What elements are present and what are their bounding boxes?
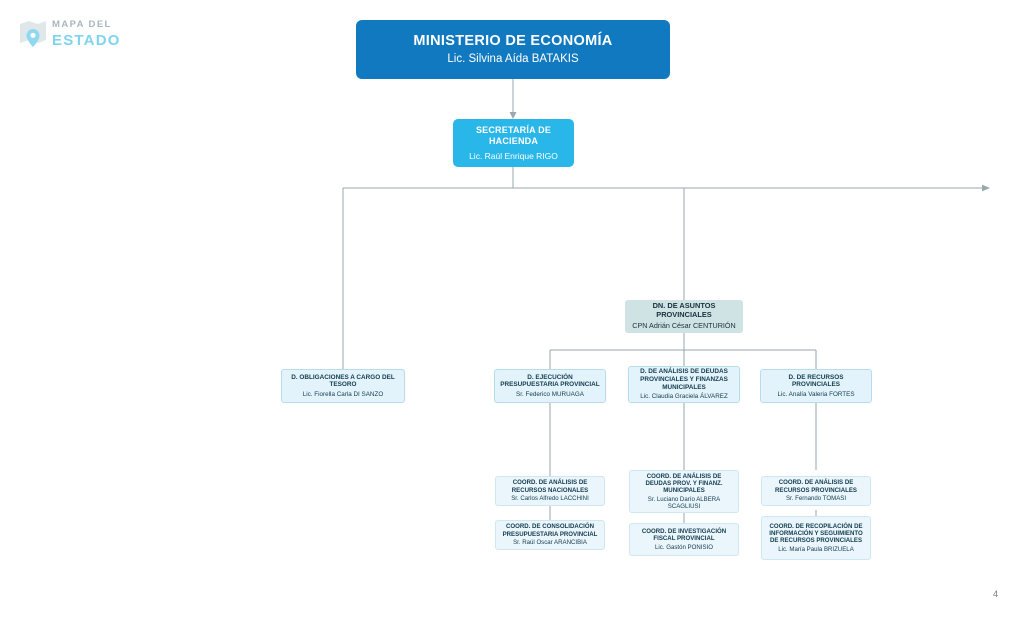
node-person: Lic. Claudia Graciela ÁLVAREZ xyxy=(640,393,728,401)
node-ministerio[interactable] xyxy=(356,20,670,79)
node-title: MINISTERIO DE ECONOMÍA xyxy=(413,32,613,49)
node-d-obligaciones-tesoro[interactable] xyxy=(281,369,405,403)
node-person: Sr. Fernando TOMASI xyxy=(785,495,847,503)
node-dn-asuntos-provinciales[interactable] xyxy=(625,300,743,333)
node-person: Sr. Luciano Darío ALBERA SCAGLIUSI xyxy=(647,495,721,511)
node-title: COORD. DE RECOPILACIÓN DE INFORMACIÓN Y SEGUIMIENTO DE RECURSOS PROVINCIALES xyxy=(769,522,863,545)
node-d-analisis-deudas[interactable] xyxy=(628,366,740,403)
node-person: Lic. Gastón PONISIO xyxy=(655,543,713,551)
node-person: Lic. Analía Valeria FORTES xyxy=(777,390,855,398)
node-person: Sr. Carlos Alfredo LACCHINI xyxy=(511,495,589,503)
node-title: SECRETARÍA DE HACIENDA xyxy=(475,125,552,146)
node-title: D. EJECUCIÓN PRESUPUESTARIA PROVINCIAL xyxy=(500,373,600,389)
node-title: COORD. DE ANÁLISIS DE RECURSOS NACIONALES xyxy=(511,479,589,494)
node-title: COORD. DE ANÁLISIS DE DEUDAS PROV. Y FINANZ. MUNICIPALES xyxy=(645,472,723,495)
node-d-ejecucion-presupuestaria[interactable] xyxy=(494,369,606,403)
node-person: Sr. Raúl Oscar ARANCIBIA xyxy=(513,539,587,547)
node-person: Lic. Fiorella Carla DI SANZO xyxy=(302,390,384,398)
node-title: D. OBLIGACIONES A CARGO DEL TESORO xyxy=(291,373,395,389)
node-coord-analisis-deudas-prov[interactable] xyxy=(629,470,739,513)
node-person: Sr. Federico MURUAGA xyxy=(516,390,584,398)
logo xyxy=(18,18,168,60)
node-title: COORD. DE ANÁLISIS DE RECURSOS PROVINCIALES xyxy=(775,479,857,494)
node-coord-analisis-recursos-nacionales[interactable] xyxy=(495,476,605,506)
logo-line-2: ESTADO xyxy=(52,31,121,49)
node-title: D. DE ANÁLISIS DE DEUDAS PROVINCIALES Y FINANZAS MUNICIPALES xyxy=(640,368,728,391)
node-title: DN. DE ASUNTOS PROVINCIALES xyxy=(652,301,716,320)
logo-line-1: MAPA DEL xyxy=(52,19,112,30)
node-title: D. DE RECURSOS PROVINCIALES xyxy=(788,373,844,389)
node-coord-analisis-recursos-provinciales[interactable] xyxy=(761,476,871,506)
node-title: COORD. DE INVESTIGACIÓN FISCAL PROVINCIAL xyxy=(641,527,727,543)
logo-text xyxy=(52,20,121,48)
node-d-recursos-provinciales[interactable] xyxy=(760,369,872,403)
page-number: 4 xyxy=(992,589,998,599)
node-person: Lic. Silvina Aída BATAKIS xyxy=(447,52,579,65)
node-coord-consolidacion-presupuestaria[interactable] xyxy=(495,520,605,550)
node-person: Lic. María Paula BRIZUELA xyxy=(778,545,854,553)
node-coord-investigacion-fiscal[interactable] xyxy=(629,523,739,556)
node-person: Lic. Raúl Enrique RIGO xyxy=(469,150,558,161)
map-marker-icon xyxy=(18,20,48,52)
node-coord-recopilacion-informacion[interactable] xyxy=(761,516,871,560)
node-secretaria-hacienda[interactable] xyxy=(453,119,574,167)
node-person: CPN Adrián César CENTURIÓN xyxy=(632,320,736,330)
node-title: COORD. DE CONSOLIDACIÓN PRESUPUESTARIA PROVINCIAL xyxy=(502,523,598,538)
